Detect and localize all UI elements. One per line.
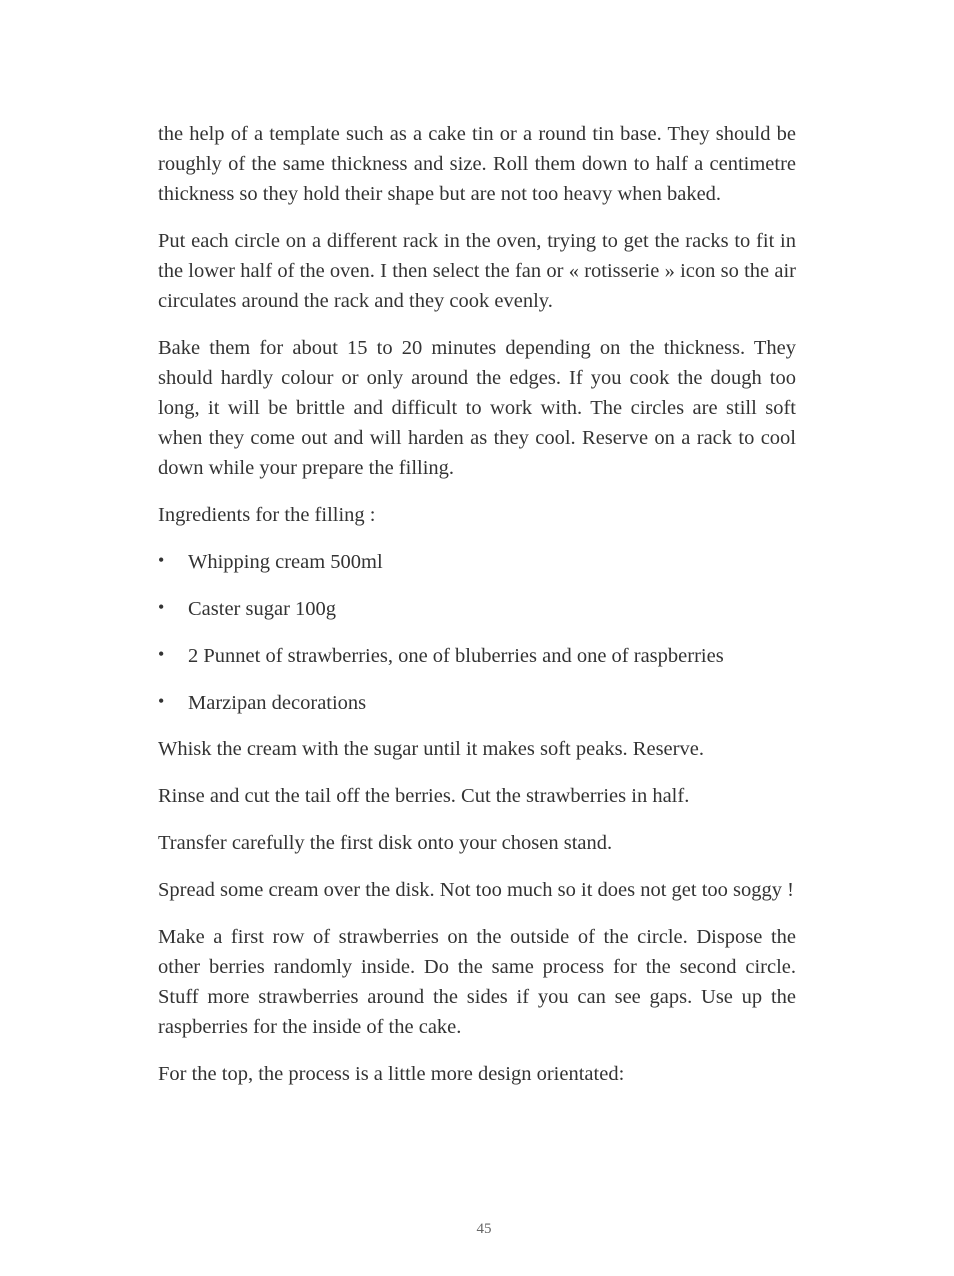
step-top-design: For the top, the process is a little more design orientated: (158, 1063, 625, 1085)
step-whisk-cream: Whisk the cream with the sugar until it makes soft peaks. Reserve. (158, 738, 704, 760)
step-arrange-berries: Make a first row of strawberries on the outside of the circle. Dispose the other berries randomly inside. Do the same process for the second circle. Stuff more strawberries around the sides if you can see gaps. Use up the raspberries for the inside of the cake. (158, 926, 796, 1038)
bullet-icon: • (158, 550, 165, 570)
list-item (158, 688, 796, 718)
step-rinse-berries: Rinse and cut the tail off the berries. Cut the strawberries in half. (158, 785, 690, 807)
bullet-icon: • (158, 597, 165, 617)
ingredient-text: Marzipan decorations (188, 692, 367, 714)
page-body (158, 119, 796, 1106)
step-transfer-disk: Transfer carefully the first disk onto your chosen stand. (158, 832, 613, 854)
bullet-icon: • (158, 691, 165, 711)
ingredients-list (158, 547, 796, 718)
ingredient-text: 2 Punnet of strawberries, one of bluberries and one of raspberries (188, 645, 724, 667)
ingredients-heading: Ingredients for the filling : (158, 504, 376, 526)
step-spread-cream: Spread some cream over the disk. Not too much so it does not get too soggy ! (158, 879, 794, 901)
paragraph-template-instructions: the help of a template such as a cake tin or a round tin base. They should be roughly of the same thickness and size. Roll them down to half a centimetre thickness so they hold their shape but are not too heavy when baked. (158, 123, 796, 205)
paragraph-oven-racks: Put each circle on a different rack in the oven, trying to get the racks to fit in the lower half of the oven. I then select the fan or « rotisserie » icon so the air circulates around the rack and they cook evenly. (158, 230, 796, 312)
ingredient-text: Caster sugar 100g (188, 598, 337, 620)
ingredient-text: Whipping cream 500ml (188, 551, 383, 573)
list-item (158, 594, 796, 624)
paragraph-baking-time: Bake them for about 15 to 20 minutes depending on the thickness. They should hardly colour or only around the edges. If you cook the dough too long, it will be brittle and difficult to work with. The circles are still soft when they come out and will harden as they cool. Reserve on a rack to cool down while your prepare the filling. (158, 337, 796, 479)
page-number: 45 (476, 1221, 492, 1237)
list-item (158, 547, 796, 577)
list-item (158, 641, 796, 671)
bullet-icon: • (158, 644, 165, 664)
